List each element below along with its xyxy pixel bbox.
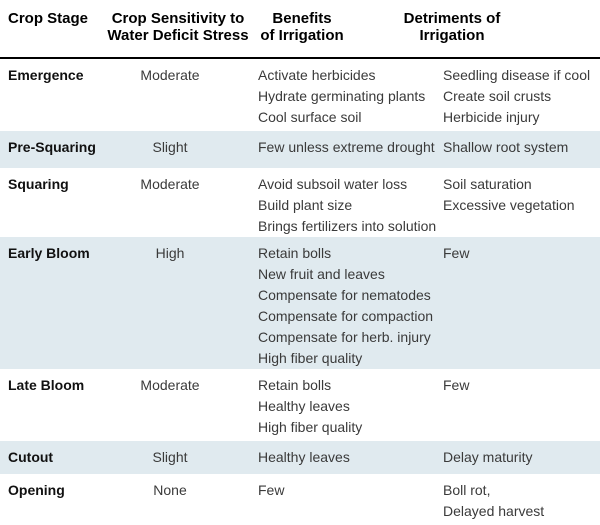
benefit-item: Build plant size: [258, 197, 353, 213]
benefit-item: Cool surface soil: [258, 109, 362, 125]
detriment-item: Excessive vegetation: [443, 197, 575, 213]
detriments-cell: [443, 237, 600, 369]
detriment-item: Boll rot,: [443, 482, 491, 498]
column-header-benefits: [260, 11, 343, 44]
table-row: [0, 441, 600, 474]
sensitivity-cell: None: [153, 482, 187, 498]
benefits-cell: [244, 131, 443, 168]
table-row: [0, 474, 600, 525]
table-row: [0, 369, 600, 441]
detriment-item: Delay maturity: [443, 449, 533, 465]
column-header-line: Water Deficit Stress: [107, 26, 249, 44]
column-header-line: Benefits: [272, 10, 332, 27]
benefit-item: Compensate for compaction: [258, 308, 434, 324]
table-row: [0, 131, 600, 168]
stage-cell: Late Bloom: [8, 377, 85, 393]
benefit-item: Compensate for nematodes: [258, 287, 431, 303]
benefit-item: Retain bolls: [258, 245, 332, 261]
benefit-item: Healthy leaves: [258, 449, 350, 465]
detriments-cell: [443, 474, 600, 525]
benefits-cell: [244, 369, 443, 441]
stage-cell: Pre-Squaring: [8, 139, 96, 155]
detriment-item: Herbicide injury: [443, 109, 540, 125]
benefits-cell: [244, 59, 443, 131]
benefit-item: High fiber quality: [258, 419, 363, 435]
column-header-crop-sensitivity: [107, 11, 248, 44]
detriment-item: Shallow root system: [443, 139, 569, 155]
detriment-item: Seedling disease if cool: [443, 67, 591, 83]
benefit-item: Brings fertilizers into solution: [258, 218, 437, 234]
sensitivity-cell: Moderate: [140, 377, 200, 393]
benefit-item: Hydrate germinating plants: [258, 88, 426, 104]
column-header-detriments: [404, 11, 501, 44]
detriment-item: Create soil crusts: [443, 88, 552, 104]
benefit-item: Healthy leaves: [258, 398, 350, 414]
benefit-item: Compensate for herb. injury: [258, 329, 431, 345]
benefits-cell: [244, 168, 443, 237]
benefit-item: Retain bolls: [258, 377, 332, 393]
table-row: [0, 59, 600, 131]
sensitivity-cell: Slight: [152, 449, 188, 465]
benefit-item: New fruit and leaves: [258, 266, 385, 282]
sensitivity-cell: Moderate: [140, 176, 200, 192]
benefits-cell: [244, 441, 443, 474]
detriments-cell: [443, 131, 600, 168]
detriment-item: Few: [443, 245, 470, 261]
detriment-item: Delayed harvest: [443, 503, 545, 519]
stage-cell: Cutout: [8, 449, 54, 465]
detriments-cell: [443, 369, 600, 441]
stage-cell: Opening: [8, 482, 65, 498]
benefit-item: Few unless extreme drought: [258, 139, 435, 155]
benefits-cell: [244, 474, 443, 525]
sensitivity-cell: Slight: [152, 139, 188, 155]
benefits-cell: [244, 237, 443, 369]
column-header-line: Crop Stage: [7, 10, 89, 27]
column-header-line: of Irrigation: [260, 26, 344, 44]
stage-cell: Squaring: [8, 176, 69, 192]
detriments-cell: [443, 59, 600, 131]
sensitivity-cell: High: [155, 245, 185, 261]
column-header-line: Detriments of: [403, 10, 501, 27]
benefit-item: High fiber quality: [258, 350, 363, 366]
detriment-item: Soil saturation: [443, 176, 532, 192]
detriments-cell: [443, 168, 600, 237]
stage-cell: Early Bloom: [8, 245, 90, 261]
sensitivity-cell: Moderate: [140, 67, 200, 83]
benefit-item: Avoid subsoil water loss: [258, 176, 408, 192]
table-header-row: [0, 0, 600, 59]
column-header-line: Irrigation: [419, 26, 485, 44]
benefit-item: Few: [258, 482, 285, 498]
table-row: [0, 168, 600, 237]
column-header-crop-stage: [8, 11, 88, 28]
benefit-item: Activate herbicides: [258, 67, 376, 83]
column-header-line: Crop Sensitivity to: [111, 10, 245, 27]
detriment-item: Few: [443, 377, 470, 393]
table-row: [0, 237, 600, 369]
stage-cell: Emergence: [8, 67, 84, 83]
detriments-cell: [443, 441, 600, 474]
table-body: [0, 59, 600, 525]
